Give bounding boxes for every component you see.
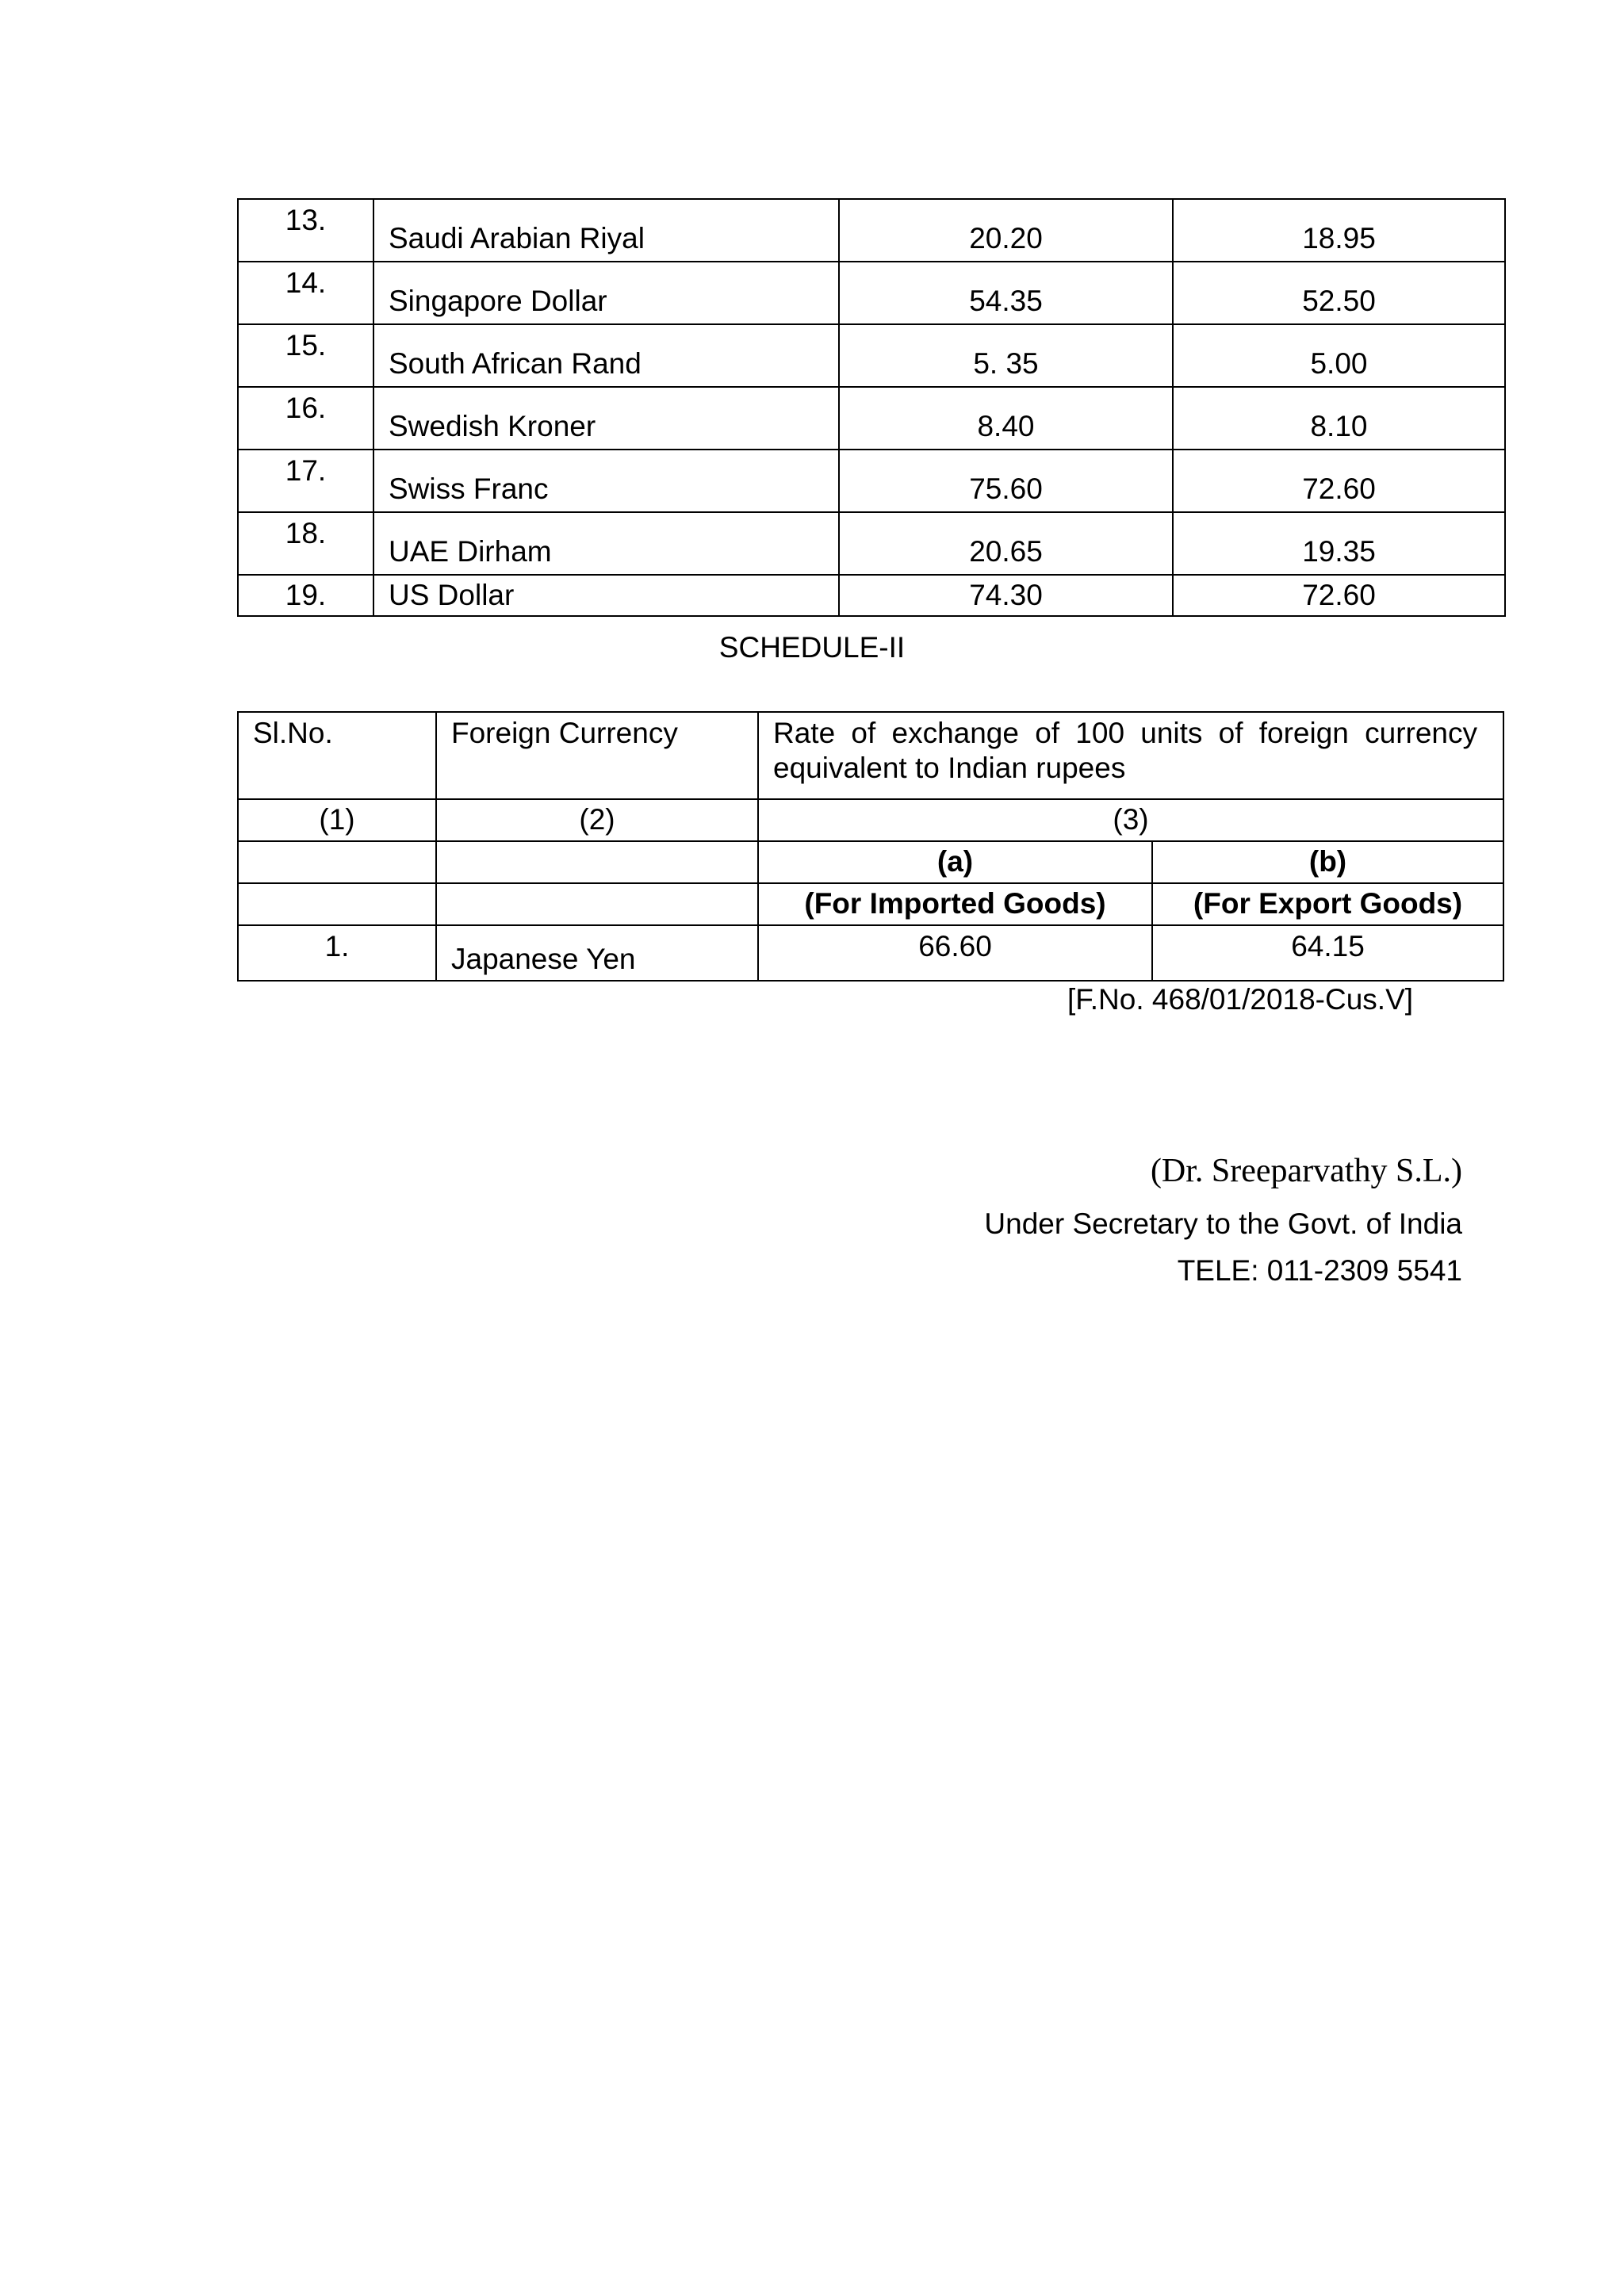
row-number: 13. [238,199,373,262]
file-number: [F.No. 468/01/2018-Cus.V] [1067,983,1414,1016]
sub-label-row [238,841,1503,883]
sub-header-export: (For Export Goods) [1152,883,1503,925]
header-rate: Rate of exchange of 100 units of foreign currency equivalent to Indian rupees [758,712,1503,799]
currency-name: Singapore Dollar [373,262,839,324]
currency-name: UAE Dirham [373,512,839,575]
signatory-block [984,1151,1462,1288]
export-rate: 19.35 [1173,512,1505,575]
table-row [238,199,1505,262]
sub-header-imported: (For Imported Goods) [758,883,1152,925]
table-row [238,512,1505,575]
currency-name: Swiss Franc [373,450,839,512]
empty-cell [436,883,758,925]
imported-rate: 20.20 [839,199,1173,262]
sub-header-row [238,883,1503,925]
schedule-1-table [237,198,1506,617]
column-number: (2) [436,799,758,841]
table-row [238,262,1505,324]
export-rate: 5.00 [1173,324,1505,387]
currency-name: South African Rand [373,324,839,387]
signatory-name: (Dr. Sreeparvathy S.L.) [1150,1153,1462,1189]
table-row [238,324,1505,387]
signatory-designation: Under Secretary to the Govt. of India [984,1207,1462,1241]
row-number: 19. [238,575,373,616]
column-number-row [238,799,1503,841]
imported-rate: 8.40 [839,387,1173,450]
sub-label-b: (b) [1152,841,1503,883]
empty-cell [238,841,436,883]
export-rate: 64.15 [1152,925,1503,981]
row-number: 14. [238,262,373,324]
column-number: (3) [758,799,1503,841]
schedule-2-table [237,711,1504,982]
row-number: 1. [238,925,436,981]
export-rate: 52.50 [1173,262,1505,324]
table-row [238,925,1503,981]
row-number: 18. [238,512,373,575]
export-rate: 72.60 [1173,575,1505,616]
row-number: 17. [238,450,373,512]
imported-rate: 5. 35 [839,324,1173,387]
currency-name: Saudi Arabian Riyal [373,199,839,262]
sub-label-a: (a) [758,841,1152,883]
column-number: (1) [238,799,436,841]
imported-rate: 20.65 [839,512,1173,575]
row-number: 16. [238,387,373,450]
imported-rate: 54.35 [839,262,1173,324]
currency-name: Swedish Kroner [373,387,839,450]
imported-rate: 66.60 [758,925,1152,981]
export-rate: 8.10 [1173,387,1505,450]
imported-rate: 75.60 [839,450,1173,512]
row-number: 15. [238,324,373,387]
table-row [238,575,1505,616]
header-slno: Sl.No. [238,712,436,799]
table-row [238,387,1505,450]
empty-cell [238,883,436,925]
header-row [238,712,1503,799]
header-currency: Foreign Currency [436,712,758,799]
empty-cell [436,841,758,883]
table-row [238,450,1505,512]
currency-name: US Dollar [373,575,839,616]
signatory-telephone: TELE: 011-2309 5541 [1177,1253,1462,1287]
schedule-2-title: SCHEDULE-II [718,631,906,664]
export-rate: 18.95 [1173,199,1505,262]
currency-name: Japanese Yen [436,925,758,981]
imported-rate: 74.30 [839,575,1173,616]
export-rate: 72.60 [1173,450,1505,512]
